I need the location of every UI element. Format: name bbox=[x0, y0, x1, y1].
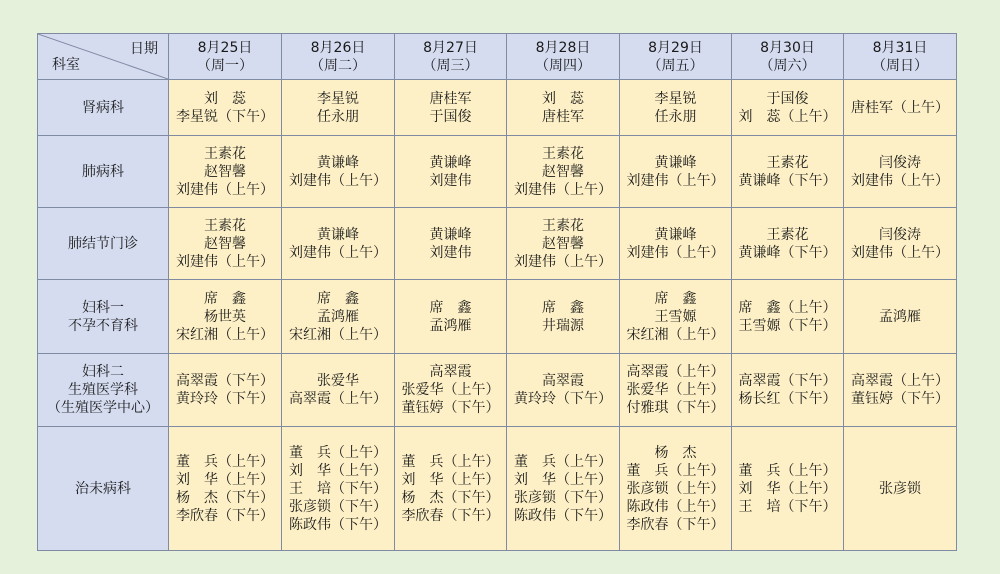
table-row bbox=[38, 80, 957, 136]
doctor-entry: 杨世英 bbox=[204, 308, 246, 325]
doctor-entry: 黄玲玲（下午） bbox=[176, 391, 274, 407]
doctor-entry: 黄谦峰 bbox=[317, 154, 359, 171]
doctor-entry: 席 鑫 bbox=[204, 290, 246, 307]
doctor-entry: 王素花 bbox=[542, 145, 584, 162]
doctor-entry: 黄谦峰（下午） bbox=[738, 172, 837, 189]
doctor-entry: 王素花 bbox=[542, 217, 584, 234]
table-row bbox=[38, 208, 957, 280]
doctor-entry: 刘建伟 bbox=[429, 244, 472, 261]
doctor-entry: 董 兵（上午） bbox=[514, 453, 612, 470]
doctor-entry: 席 鑫 bbox=[542, 299, 584, 316]
schedule-cell bbox=[844, 136, 957, 208]
doctor-entry: 席 鑫 bbox=[429, 299, 472, 316]
doctor-list bbox=[176, 217, 274, 271]
doctor-list bbox=[739, 372, 837, 408]
schedule-table bbox=[37, 33, 957, 551]
weekday-label: （周五） bbox=[647, 57, 704, 74]
schedule-cell bbox=[507, 280, 620, 354]
doctor-list bbox=[851, 372, 949, 408]
doctor-entry: 李星锐（下午） bbox=[176, 108, 274, 125]
doctor-list bbox=[851, 99, 949, 117]
doctor-entry: 王 培（下午） bbox=[738, 498, 837, 515]
doctor-entry: 刘 华（上午） bbox=[738, 480, 837, 497]
schedule-cell bbox=[844, 80, 957, 136]
doctor-list bbox=[739, 226, 837, 262]
doctor-entry: 王雪嫄 bbox=[654, 308, 697, 325]
doctor-entry: 孟鸿雁 bbox=[879, 308, 921, 325]
doctor-list bbox=[430, 299, 472, 335]
schedule-cell bbox=[282, 427, 395, 551]
schedule-cell bbox=[395, 136, 507, 208]
dept-name-line: 肾病科 bbox=[82, 99, 124, 116]
date-header bbox=[507, 34, 620, 80]
table-row bbox=[38, 354, 957, 427]
doctor-entry: 宋红湘（上午） bbox=[626, 326, 725, 343]
doctor-list bbox=[542, 299, 584, 335]
doctor-entry: 于国俊 bbox=[766, 90, 809, 107]
schedule-cell bbox=[620, 208, 732, 280]
dept-name-line: （生殖医学中心） bbox=[47, 400, 159, 416]
schedule-cell bbox=[620, 354, 732, 427]
doctor-entry: 任永朋 bbox=[654, 108, 697, 125]
date-header bbox=[844, 34, 957, 80]
doctor-entry: 杨 杰（下午） bbox=[401, 489, 500, 506]
schedule-cell bbox=[395, 354, 507, 427]
doctor-list bbox=[430, 154, 472, 190]
doctor-list bbox=[317, 90, 359, 126]
corner-cell bbox=[38, 34, 169, 80]
doctor-list bbox=[879, 480, 921, 498]
doctor-entry: 黄谦峰 bbox=[654, 226, 697, 243]
doctor-entry: 黄谦峰 bbox=[429, 154, 472, 171]
doctor-list bbox=[176, 290, 274, 344]
doctor-entry: 刘 蕊 bbox=[542, 90, 584, 107]
schedule-cell bbox=[732, 280, 844, 354]
doctor-entry: 陈政伟（上午） bbox=[626, 498, 725, 515]
date-label: 8月30日 bbox=[760, 39, 815, 56]
doctor-list bbox=[289, 154, 387, 190]
date-label: 8月28日 bbox=[535, 39, 591, 56]
schedule-cell bbox=[732, 208, 844, 280]
doctor-entry: 杨 杰（下午） bbox=[176, 489, 274, 506]
doctor-list bbox=[514, 217, 612, 271]
schedule-cell bbox=[282, 280, 395, 354]
dept-name bbox=[38, 427, 169, 551]
weekday-label: （周六） bbox=[759, 57, 816, 74]
doctor-entry: 宋红湘（上午） bbox=[289, 326, 387, 343]
doctor-entry: 陈政伟（下午） bbox=[289, 516, 387, 533]
doctor-entry: 张爱华（上午） bbox=[401, 382, 500, 398]
doctor-entry: 高翠霞 bbox=[542, 373, 584, 389]
doctor-entry: 李欣春（下午） bbox=[401, 507, 500, 524]
doctor-entry: 董钰婷（下午） bbox=[851, 391, 949, 407]
dept-name bbox=[38, 280, 169, 354]
weekday-label: （周四） bbox=[535, 57, 591, 74]
doctor-entry: 高翠霞（下午） bbox=[176, 373, 274, 389]
doctor-entry: 刘建伟（上午） bbox=[289, 244, 387, 261]
schedule-cell bbox=[507, 354, 620, 427]
schedule-cell bbox=[169, 427, 282, 551]
doctor-entry: 董 兵（上午） bbox=[289, 444, 387, 461]
doctor-entry: 黄谦峰 bbox=[317, 226, 359, 243]
doctor-entry: 刘 蕊（上午） bbox=[738, 108, 837, 125]
doctor-entry: 赵智馨 bbox=[542, 163, 584, 180]
doctor-entry: 刘建伟（上午） bbox=[289, 172, 387, 189]
doctor-entry: 唐桂军 bbox=[542, 108, 584, 125]
doctor-entry: 于国俊 bbox=[429, 108, 472, 125]
dept-name bbox=[38, 80, 169, 136]
schedule-cell bbox=[620, 427, 732, 551]
dept-name-line: 生殖医学科 bbox=[68, 382, 138, 398]
dept-name bbox=[38, 208, 169, 280]
dept-name-line: 妇科二 bbox=[82, 364, 124, 380]
doctor-list bbox=[176, 453, 274, 525]
dept-name-line: 妇科一 bbox=[82, 299, 124, 316]
doctor-entry: 孟鸿雁 bbox=[317, 308, 359, 325]
doctor-list bbox=[430, 226, 472, 262]
doctor-entry: 席 鑫 bbox=[654, 290, 697, 307]
doctor-entry: 张爱华（上午） bbox=[626, 382, 725, 398]
date-label: 8月26日 bbox=[310, 39, 366, 56]
doctor-entry: 付雅琪（下午） bbox=[626, 400, 725, 416]
date-label: 8月29日 bbox=[648, 39, 703, 56]
doctor-entry: 刘建伟（上午） bbox=[626, 172, 725, 189]
doctor-entry: 刘建伟（上午） bbox=[176, 181, 274, 198]
doctor-list bbox=[402, 363, 500, 417]
corner-date-label: 日期 bbox=[130, 41, 158, 57]
corner-dept-label: 科室 bbox=[52, 57, 80, 73]
doctor-list bbox=[176, 90, 274, 126]
doctor-entry: 高翠霞（上午） bbox=[626, 364, 725, 380]
doctor-entry: 黄谦峰 bbox=[654, 154, 697, 171]
dept-name bbox=[38, 354, 169, 427]
doctor-entry: 高翠霞 bbox=[429, 364, 472, 380]
doctor-entry: 张彦锁（下午） bbox=[289, 498, 387, 515]
doctor-entry: 黄玲玲（下午） bbox=[514, 391, 612, 407]
doctor-list bbox=[627, 290, 725, 344]
doctor-list bbox=[739, 154, 837, 190]
schedule-cell bbox=[507, 136, 620, 208]
date-header bbox=[169, 34, 282, 80]
doctor-list bbox=[627, 444, 725, 534]
date-header bbox=[282, 34, 395, 80]
schedule-cell bbox=[169, 354, 282, 427]
doctor-entry: 任永朋 bbox=[317, 108, 359, 125]
schedule-cell bbox=[282, 136, 395, 208]
doctor-entry: 王 培（下午） bbox=[289, 480, 387, 497]
doctor-list bbox=[627, 363, 725, 417]
schedule-cell bbox=[507, 427, 620, 551]
doctor-entry: 刘建伟（上午） bbox=[626, 244, 725, 261]
schedule-cell bbox=[844, 427, 957, 551]
schedule-cell bbox=[620, 80, 732, 136]
schedule-cell bbox=[282, 80, 395, 136]
doctor-entry: 董钰婷（下午） bbox=[401, 400, 500, 416]
schedule-cell bbox=[169, 80, 282, 136]
weekday-label: （周二） bbox=[310, 57, 366, 74]
date-header bbox=[620, 34, 732, 80]
doctor-entry: 王素花 bbox=[766, 226, 809, 243]
doctor-entry: 赵智馨 bbox=[542, 235, 584, 252]
schedule-cell bbox=[395, 427, 507, 551]
doctor-entry: 席 鑫（上午） bbox=[738, 299, 837, 316]
doctor-entry: 刘 华（上午） bbox=[289, 462, 387, 479]
date-header bbox=[395, 34, 507, 80]
schedule-cell bbox=[732, 427, 844, 551]
doctor-entry: 黄谦峰 bbox=[429, 226, 472, 243]
doctor-list bbox=[289, 372, 387, 408]
schedule-cell bbox=[169, 136, 282, 208]
schedule-cell bbox=[395, 280, 507, 354]
doctor-entry: 闫俊涛 bbox=[879, 154, 921, 171]
schedule-body bbox=[38, 80, 957, 551]
doctor-entry: 王雪嫄（下午） bbox=[738, 317, 837, 334]
doctor-entry: 李欣春（下午） bbox=[626, 516, 725, 533]
schedule-cell bbox=[395, 208, 507, 280]
schedule-cell bbox=[282, 208, 395, 280]
doctor-list bbox=[739, 462, 837, 516]
doctor-entry: 闫俊涛 bbox=[879, 226, 921, 243]
doctor-entry: 杨 杰 bbox=[654, 444, 697, 461]
doctor-entry: 董 兵（上午） bbox=[401, 453, 500, 470]
doctor-entry: 董 兵（上午） bbox=[738, 462, 837, 479]
doctor-entry: 刘建伟（上午） bbox=[514, 253, 612, 270]
weekday-label: （周日） bbox=[872, 57, 928, 74]
doctor-entry: 唐桂军 bbox=[429, 90, 472, 107]
doctor-entry: 王素花 bbox=[204, 145, 246, 162]
doctor-entry: 李星锐 bbox=[654, 90, 697, 107]
table-row bbox=[38, 280, 957, 354]
doctor-entry: 张彦锁 bbox=[879, 480, 921, 497]
dept-name-line: 不孕不育科 bbox=[68, 317, 138, 334]
doctor-entry: 张彦锁（下午） bbox=[514, 489, 612, 506]
doctor-list bbox=[627, 226, 725, 262]
schedule-cell bbox=[844, 280, 957, 354]
date-label: 8月25日 bbox=[197, 39, 253, 56]
doctor-list bbox=[176, 145, 274, 199]
schedule-cell bbox=[169, 280, 282, 354]
doctor-list bbox=[289, 290, 387, 344]
header-row bbox=[38, 34, 957, 80]
doctor-entry: 高翠霞（下午） bbox=[738, 373, 837, 389]
date-label: 8月31日 bbox=[872, 39, 928, 56]
doctor-list bbox=[627, 154, 725, 190]
doctor-entry: 赵智馨 bbox=[204, 235, 246, 252]
doctor-entry: 刘 蕊 bbox=[204, 90, 246, 107]
doctor-entry: 李欣春（下午） bbox=[176, 507, 274, 524]
doctor-entry: 唐桂军（上午） bbox=[851, 99, 949, 116]
doctor-list bbox=[402, 453, 500, 525]
doctor-entry: 张彦锁（上午） bbox=[626, 480, 725, 497]
doctor-list bbox=[176, 372, 274, 408]
schedule-cell bbox=[395, 80, 507, 136]
doctor-list bbox=[430, 90, 472, 126]
doctor-entry: 席 鑫 bbox=[317, 290, 359, 307]
doctor-list bbox=[542, 90, 584, 126]
doctor-entry: 董 兵（上午） bbox=[176, 453, 274, 470]
doctor-entry: 刘建伟（上午） bbox=[851, 172, 949, 189]
doctor-entry: 刘建伟（上午） bbox=[176, 253, 274, 270]
doctor-entry: 赵智馨 bbox=[204, 163, 246, 180]
doctor-entry: 王素花 bbox=[204, 217, 246, 234]
doctor-entry: 孟鸿雁 bbox=[429, 317, 472, 334]
doctor-list bbox=[655, 90, 697, 126]
schedule-cell bbox=[844, 354, 957, 427]
schedule-cell bbox=[732, 136, 844, 208]
doctor-list bbox=[739, 90, 837, 126]
schedule-cell bbox=[169, 208, 282, 280]
weekday-label: （周三） bbox=[422, 57, 479, 74]
doctor-list bbox=[514, 453, 612, 525]
doctor-entry: 高翠霞（上午） bbox=[851, 373, 949, 389]
schedule-cell bbox=[507, 80, 620, 136]
date-label: 8月27日 bbox=[423, 39, 478, 56]
doctor-entry: 刘 华（上午） bbox=[176, 471, 274, 488]
dept-name-line: 肺病科 bbox=[82, 163, 124, 180]
doctor-entry: 刘 华（上午） bbox=[401, 471, 500, 488]
dept-name-line: 治未病科 bbox=[75, 480, 131, 497]
doctor-entry: 杨长红（下午） bbox=[738, 391, 837, 407]
table-row bbox=[38, 136, 957, 208]
doctor-entry: 李星锐 bbox=[317, 90, 359, 107]
doctor-entry: 高翠霞（上午） bbox=[289, 391, 387, 407]
schedule-cell bbox=[844, 208, 957, 280]
doctor-entry: 刘 华（上午） bbox=[514, 471, 612, 488]
table-row bbox=[38, 427, 957, 551]
doctor-list bbox=[514, 145, 612, 199]
weekday-label: （周一） bbox=[197, 57, 253, 74]
doctor-entry: 王素花 bbox=[766, 154, 809, 171]
doctor-list bbox=[739, 299, 837, 335]
doctor-entry: 张爱华 bbox=[317, 373, 359, 389]
schedule-cell bbox=[732, 354, 844, 427]
schedule-cell bbox=[620, 136, 732, 208]
schedule-cell bbox=[507, 208, 620, 280]
doctor-entry: 刘建伟（上午） bbox=[514, 181, 612, 198]
dept-name-line: 肺结节门诊 bbox=[68, 235, 138, 252]
schedule-cell bbox=[620, 280, 732, 354]
doctor-list bbox=[289, 226, 387, 262]
doctor-entry: 刘建伟 bbox=[429, 172, 472, 189]
doctor-list bbox=[289, 444, 387, 534]
date-header bbox=[732, 34, 844, 80]
doctor-list bbox=[879, 308, 921, 326]
doctor-entry: 陈政伟（下午） bbox=[514, 507, 612, 524]
doctor-entry: 井瑞源 bbox=[542, 317, 584, 334]
schedule-cell bbox=[732, 80, 844, 136]
doctor-entry: 董 兵（上午） bbox=[626, 462, 725, 479]
doctor-entry: 刘建伟（上午） bbox=[851, 244, 949, 261]
doctor-list bbox=[514, 372, 612, 408]
doctor-entry: 黄谦峰（下午） bbox=[738, 244, 837, 261]
doctor-list bbox=[851, 154, 949, 190]
doctor-list bbox=[851, 226, 949, 262]
dept-name bbox=[38, 136, 169, 208]
schedule-cell bbox=[282, 354, 395, 427]
doctor-entry: 宋红湘（上午） bbox=[176, 326, 274, 343]
